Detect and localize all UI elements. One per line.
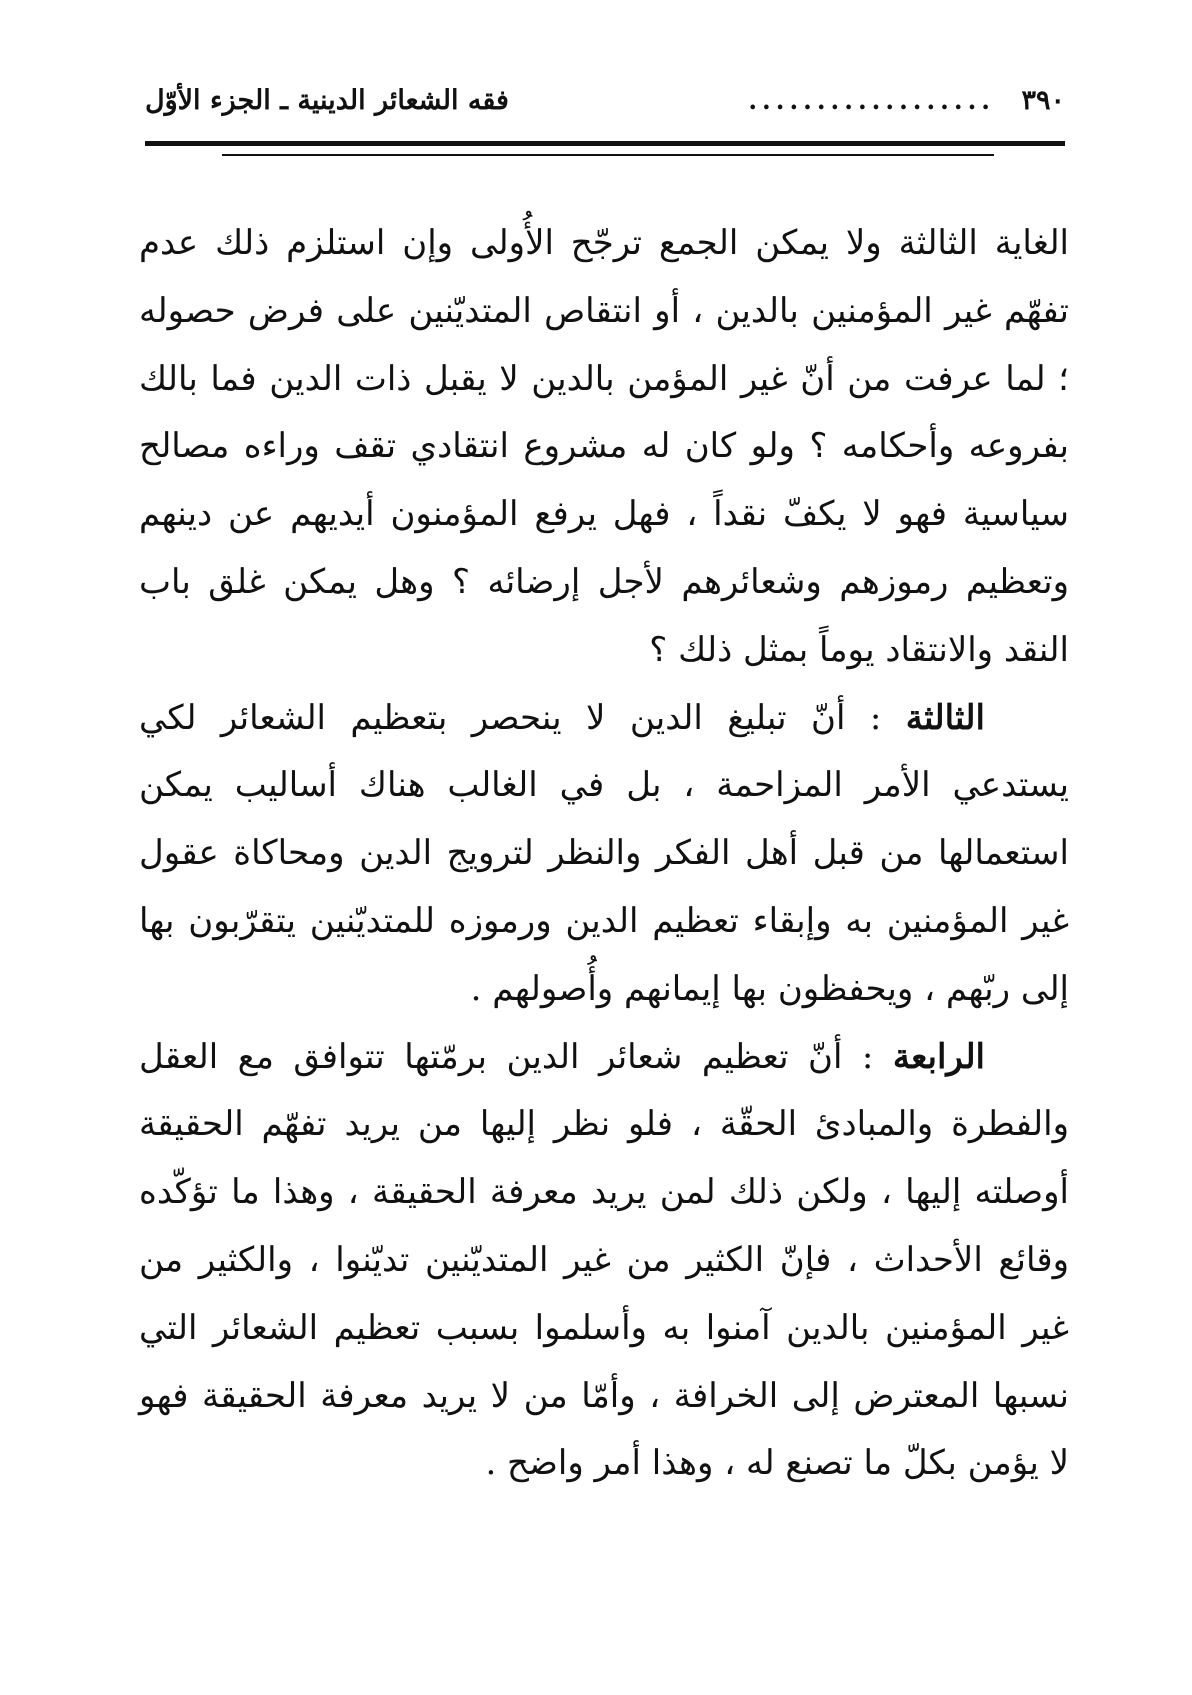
body-text xyxy=(139,210,1069,1498)
paragraph-3-text: : أنّ تعظيم شعائر الدين برمّتها تتوافق مع العقل والفطرة والمبادئ الحقّة ، فلو نظر إليها من يريد تفهّم الحقيقة أوصلته إليها ، ولكن ذلك لمن يريد معرفة الحقيقة ، وهذا ما تؤكّده وقائع الأحداث ، فإنّ الكثير من غير المتديّنين تديّنوا ، والكثير من غير المؤمنين بالدين آمنوا به وأسلموا بسبب تعظيم الشعائر التي نسبها المعترض إلى الخرافة ، وأمّا من لا يريد معرفة الحقيقة فهو لا يؤمن بكلّ ما تصنع له ، وهذا أمر واضح . xyxy=(139,1036,1069,1484)
paragraph-2-text: : أنّ تبليغ الدين لا ينحصر بتعظيم الشعائر لكي يستدعي الأمر المزاحمة ، بل في الغالب هناك أساليب يمكن استعمالها من قبل أهل الفكر والنظر لترويج الدين ومحاكاة عقول غير المؤمنين به وإبقاء تعظيم الدين ورموزه للمتديّنين يتقرّبون بها إلى ربّهم ، ويحفظون بها إيمانهم وأُصولهم . xyxy=(139,697,1069,1009)
running-title: فقه الشعائر الدينية ـ الجزء الأوّل xyxy=(145,85,509,116)
paragraph-1: الغاية الثالثة ولا يمكن الجمع ترجّح الأُولى وإن استلزم ذلك عدم تفهّم غير المؤمنين بالدين ، أو انتقاص المتديّنين على فرض حصوله ؛ لما عرفت من أنّ غير المؤمن بالدين لا يقبل ذات الدين فما بالك بفروعه وأحكامه ؟ ولو كان له مشروع انتقادي تقف وراءه مصالح سياسية فهو لا يكفّ نقداً ، فهل يرفع المؤمنون أيديهم عن دينهم وتعظيم رموزهم وشعائرهم لأجل إرضائه ؟ وهل يمكن غلق باب النقد والانتقاد يوماً بمثل ذلك ؟ xyxy=(139,223,1070,670)
header-leader-dots: .................. xyxy=(748,86,995,115)
page-header xyxy=(145,78,1065,124)
header-rule-thin xyxy=(222,154,994,156)
page-number: ٣٩٠ xyxy=(1021,85,1065,116)
paragraph-3 xyxy=(139,1024,1069,1499)
paragraph-2 xyxy=(139,685,1069,1024)
header-rule-thick xyxy=(145,141,1065,146)
paragraph-2-lead: الثالثة xyxy=(905,697,985,738)
paragraph-3-lead: الرابعة xyxy=(892,1036,985,1077)
